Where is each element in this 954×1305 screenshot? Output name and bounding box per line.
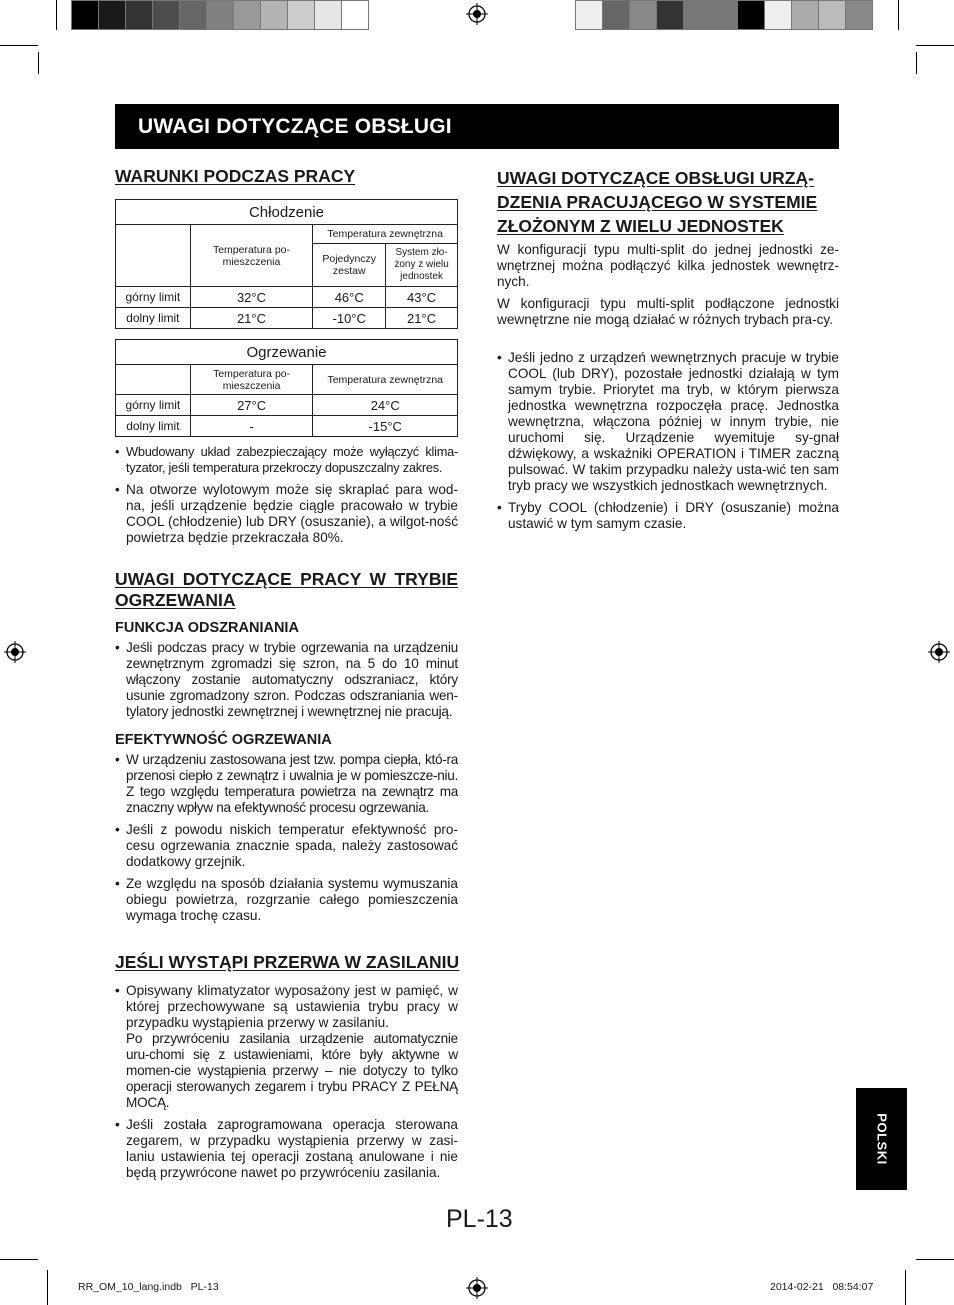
color-swatch [737,0,765,30]
multi-split-para-1: W konfiguracji typu multi-split do jednej jednostki ze-wnętrznej można podłączyć kilka jednostek wewnętrz-nych. [497,242,839,289]
color-swatch [602,0,630,30]
cell-value: -10°C [313,308,386,329]
color-swatch [710,0,738,30]
crop-mark [916,45,954,46]
list-item: • Jeśli jedno z urządzeń wewnętrznych pracuje w trybie COOL (lub DRY), pozostałe jednostki działają w tym samym trybie. Priorytet ma tryb, w którym pierwsza jednostka wewnętrzna rozpoczęła pracę. Jednostka wewnętrzna, włączona później w innym trybie, nie uruchomi się. Urządzenie wyemituje sy-gnał dźwiękowy, a wskaźniki OPERATION i TIMER zaczną pulsować. W takim przypadku należy usta-wić ten sam tryb pracy we wszystkich jednostkach wewnętrznych. [497,350,839,494]
color-swatch [233,0,261,30]
list-item: • Jeśli została zaprogramowana operacja sterowana zegarem, w przypadku wystąpienia przerwy w zasi-laniu ustawienia tej operacji zostaną anulowane i nie będą przywrócone nawet po przywróceniu zasilania. [115,1117,458,1181]
crop-mark [0,45,38,46]
crop-mark [56,0,57,30]
cell-value: 46°C [313,287,386,308]
crop-mark [916,52,917,74]
color-swatch [98,0,126,30]
col-indoor: Temperatura po-mieszczenia [190,225,313,287]
crop-mark [916,1259,954,1260]
row-label: górny limit [116,395,191,416]
cell-value: 24°C [313,395,458,416]
cell-value: -15°C [313,416,458,437]
registration-mark-icon [928,641,950,663]
efficiency-list [115,752,458,930]
language-tab [856,1088,907,1190]
defrost-heading: FUNKCJA ODSZRANIANIA [115,620,299,636]
registration-mark-icon [4,641,26,663]
heating-mode-heading: UWAGI DOTYCZĄCE PRACY W TRYBIE OGRZEWANIA [115,569,458,610]
crop-mark [0,1259,38,1260]
col-outdoor: Temperatura zewnętrzna [313,365,458,395]
registration-mark-icon [466,1277,488,1299]
color-swatch [71,0,99,30]
color-swatch [260,0,288,30]
footer-timestamp: 2014-02-21 08:54:07 [770,1281,874,1293]
list-item: • Jeśli z powodu niskich temperatur efektywność pro-cesu ogrzewania znacznie spada, należy zastosować dodatkowy grzejnik. [115,822,458,870]
cooling-table [115,199,458,329]
color-swatch [341,0,369,30]
section-banner [115,104,839,149]
color-swatch [575,0,603,30]
table-corner [116,225,191,287]
list-item [115,983,458,1111]
color-swatch [764,0,792,30]
color-swatch [629,0,657,30]
col-indoor: Temperatura po-mieszczenia [190,365,313,395]
list-item: • W urządzeniu zastosowana jest tzw. pompa ciepła, któ-ra przenosi ciepło z zewnątrz i uwalnia je w pomieszcze-niu. Z tego względu temperatura powietrza na zewnątrz ma znaczny wpływ na efektywność procesu ogrzewania. [115,752,458,816]
color-swatch [683,0,711,30]
banner-title: UWAGI DOTYCZĄCE OBSŁUGI [138,115,452,138]
multi-split-list [497,350,839,538]
row-label: górny limit [116,287,191,308]
crop-mark [38,52,39,74]
conditions-heading: WARUNKI PODCZAS PRACY [115,166,356,186]
cell-value: 21°C [190,308,313,329]
power-failure-heading: JEŚLI WYSTĄPI PRZERWA W ZASILANIU [115,952,460,972]
list-item: • Tryby COOL (chłodzenie) i DRY (osuszanie) można ustawić w tym samym czasie. [497,500,839,532]
crop-mark [47,1270,48,1305]
list-item: • Na otworze wylotowym może się skraplać para wod-na, jeśli urządzenie będzie ciągle pracowało w trybie COOL (chłodzenie) lub DRY (osuszanie), a wilgot-ność powietrza będzie przekraczała 80%. [115,482,458,546]
page-number: PL-13 [446,1205,513,1233]
color-swatch [656,0,684,30]
defrost-list [115,640,458,726]
color-swatch [791,0,819,30]
cell-value: 21°C [386,308,458,329]
conditions-notes [115,444,458,552]
color-swatch [125,0,153,30]
color-swatch [179,0,207,30]
language-tab-label: POLSKI [874,1113,889,1165]
col-outdoor: Temperatura zewnętrzna [313,225,458,244]
crop-mark [905,1270,906,1305]
cell-value: 27°C [190,395,313,416]
col-multi: System zło-żony z wielu jednostek [386,244,458,287]
registration-mark-icon [466,3,488,25]
cell-value: 32°C [190,287,313,308]
bullet-main-text: Opisywany klimatyzator wyposażony jest w pamięć, w której przechowywane są ustawienia trybu pracy w przypadku wystąpienia przerwy w zasilaniu. [126,983,458,1030]
cell-value: 43°C [386,287,458,308]
color-bar-left [72,0,369,30]
bullet-sub-text: Po przywróceniu zasilania urządzenie automatycznie uru-chomi się z ustawieniami, które były aktywne w momen-cie wystąpienia przerwy – nie dotyczy to tylko operacji sterowanych zegarem i trybu PRACY Z PEŁNĄ MOCĄ. [126,1031,458,1110]
list-item: • Jeśli podczas pracy w trybie ogrzewania na urządzeniu zewnętrznym zgromadzi się szron, na 5 do 10 minut włączony zostanie automatyczny odszraniacz, który usunie zgromadzony szron. Podczas odszraniania wen-tylatory jednostki zewnętrznej i wewnętrznej nie pracują. [115,640,458,720]
efficiency-heading: EFEKTYWNOŚĆ OGRZEWANIA [115,732,332,748]
color-swatch [152,0,180,30]
crop-mark [898,0,899,30]
cell-value: - [190,416,313,437]
color-swatch [287,0,315,30]
heating-table [115,339,458,437]
color-swatch [206,0,234,30]
cooling-title: Chłodzenie [116,200,458,225]
table-corner [116,365,191,395]
list-item: • Wbudowany układ zabezpieczający może wyłączyć klima-tyzator, jeśli temperatura przekroczy dopuszczalny zakres. [115,444,458,476]
row-label: dolny limit [116,416,191,437]
color-bar-right [576,0,873,30]
list-item: • Ze względu na sposób działania systemu wymuszania obiegu powietrza, rozgrzanie całego pomieszczenia wymaga trochę czasu. [115,876,458,924]
row-label: dolny limit [116,308,191,329]
color-swatch [818,0,846,30]
multi-split-para-2: W konfiguracji typu multi-split podłączone jednostki wewnętrzne nie mogą działać w różnych trybach pra-cy. [497,296,839,327]
heating-title: Ogrzewanie [116,340,458,365]
col-single: Pojedynczy zestaw [313,244,386,287]
power-failure-list [115,983,458,1187]
color-swatch [314,0,342,30]
color-swatch [845,0,873,30]
footer-file-info: RR_OM_10_lang.indb PL-13 [78,1281,219,1293]
multi-split-heading: UWAGI DOTYCZĄCE OBSŁUGI URZĄ-DZENIA PRACUJĄCEGO W SYSTEMIE ZŁOŻONYM Z WIELU JEDNOSTEK [497,168,818,236]
